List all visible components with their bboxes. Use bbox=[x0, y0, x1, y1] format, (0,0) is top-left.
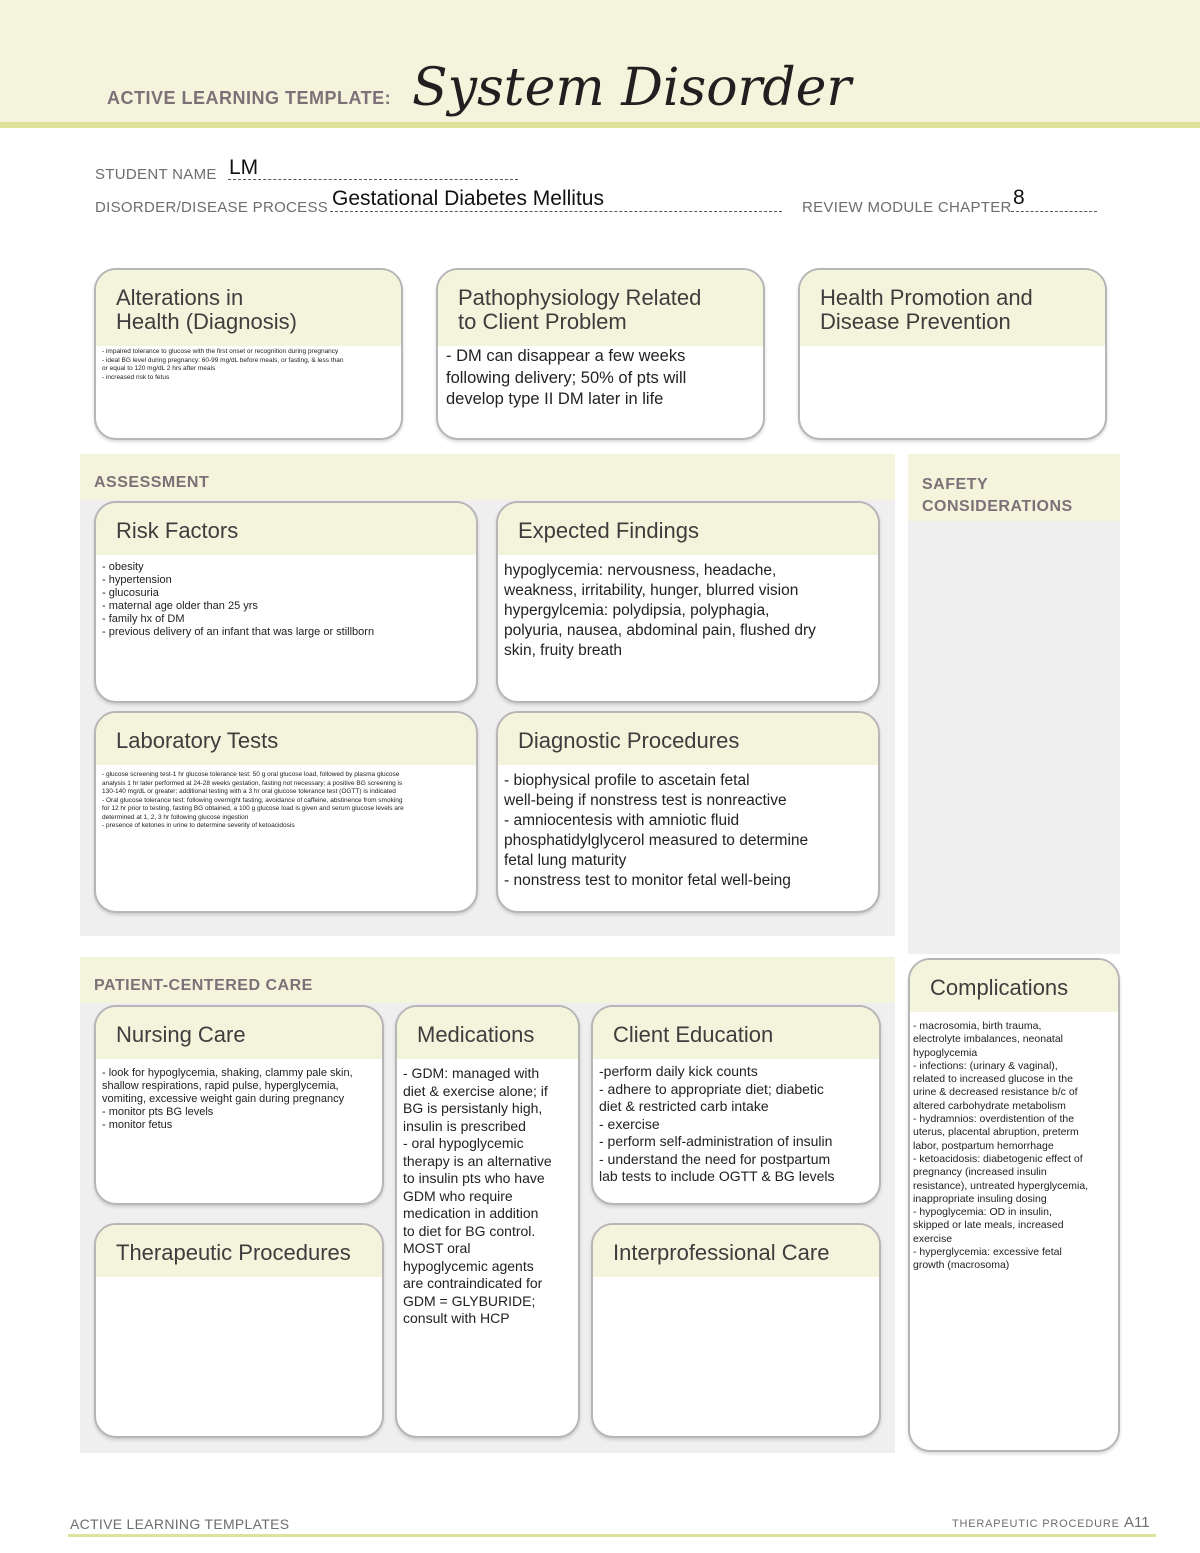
footer-left-label: ACTIVE LEARNING TEMPLATES bbox=[70, 1516, 290, 1532]
risk-factor-item: - maternal age older than 25 yrs bbox=[102, 600, 258, 612]
expected-findings-title: Expected Findings bbox=[518, 518, 699, 543]
diagnostic-line: - amniocentesis with amniotic fluid bbox=[504, 812, 740, 829]
complications-content[interactable] bbox=[913, 1020, 1112, 1273]
complication-line: - ketoacidosis: diabetogenic effect of bbox=[913, 1152, 1083, 1165]
pathophysiology-line: - DM can disappear a few weeks bbox=[446, 347, 686, 365]
header-rule bbox=[0, 122, 1200, 128]
complication-line: electrolyte imbalances, neonatal bbox=[913, 1033, 1064, 1046]
pathophysiology-line: following delivery; 50% of pts will bbox=[446, 368, 687, 387]
diagnostic-line: - nonstress test to monitor fetal well-being bbox=[504, 872, 791, 889]
chapter-value[interactable]: 8 bbox=[1013, 186, 1025, 209]
client-education-title: Client Education bbox=[613, 1022, 774, 1047]
footer-right-label: THERAPEUTIC PROCEDURE bbox=[952, 1518, 1120, 1530]
laboratory-tests-header bbox=[96, 713, 476, 765]
pathophysiology-box bbox=[436, 268, 765, 440]
complication-line: skipped or late meals, increased bbox=[913, 1219, 1064, 1232]
complication-line: urine & decreased resistance b/c of bbox=[913, 1086, 1078, 1099]
medications-box bbox=[395, 1005, 580, 1438]
complication-line: growth (macrosoma) bbox=[913, 1259, 1010, 1272]
alterations-line: - ideal BG level during pregnancy: 60-99 mg/dL before meals, or fasting, & less than bbox=[102, 356, 344, 364]
alterations-content[interactable] bbox=[102, 348, 395, 382]
health-promotion-title-line1: Health Promotion and bbox=[820, 285, 1033, 310]
lab-test-line: for 12 hr prior to testing, fasting BG obtained, a 100 g glucose load is given and serum glucose levels are bbox=[102, 805, 404, 812]
client-education-header bbox=[593, 1007, 879, 1059]
risk-factors-title: Risk Factors bbox=[116, 518, 239, 543]
medication-line: consult with HCP bbox=[403, 1310, 510, 1326]
patient-care-label: PATIENT-CENTERED CARE bbox=[94, 977, 313, 994]
therapeutic-procedures-box bbox=[94, 1223, 384, 1438]
expected-finding-line: weakness, irritability, hunger, blurred vision bbox=[504, 582, 799, 599]
diagnostic-line: - biophysical profile to ascetain fetal bbox=[504, 772, 750, 789]
disorder-line bbox=[330, 211, 782, 212]
medications-header bbox=[397, 1007, 578, 1059]
therapeutic-procedures-content[interactable] bbox=[102, 1281, 376, 1436]
complication-line: - hypoglycemia: OD in insulin, bbox=[913, 1206, 1052, 1219]
nursing-care-line: - monitor fetus bbox=[102, 1119, 173, 1131]
interprofessional-care-box bbox=[591, 1223, 881, 1438]
lab-test-line: - glucose screening test-1 hr glucose tolerance test: 50 g oral glucose load, followed by plasma glucose bbox=[102, 771, 400, 778]
template-title: System Disorder bbox=[412, 58, 852, 118]
expected-finding-line: hypergylcemia: polydipsia, polyphagia, bbox=[504, 602, 770, 619]
safety-label-line1: SAFETY bbox=[922, 476, 989, 493]
medication-line: insulin is prescribed bbox=[403, 1117, 526, 1134]
complication-line: labor, postpartum hemorrhage bbox=[913, 1139, 1054, 1152]
complication-line: resistance), untreated hyperglycemia, bbox=[913, 1179, 1089, 1192]
diagnostic-procedures-content[interactable] bbox=[504, 771, 872, 891]
client-education-line: - understand the need for postpartum bbox=[599, 1150, 831, 1167]
diagnostic-line: well-being if nonstress test is nonreactive bbox=[504, 792, 787, 809]
therapeutic-procedures-header bbox=[96, 1225, 382, 1277]
pathophysiology-title-line1: Pathophysiology Related bbox=[458, 285, 702, 310]
footer-rule bbox=[68, 1534, 1156, 1537]
complication-line: - hyperglycemia: excessive fetal bbox=[913, 1246, 1062, 1259]
nursing-care-line: vomiting, excessive weight gain during pregnancy bbox=[102, 1093, 345, 1105]
medication-line: GDM who require bbox=[403, 1187, 513, 1204]
client-education-line: -perform daily kick counts bbox=[599, 1063, 758, 1079]
alterations-box bbox=[94, 268, 403, 440]
safety-label bbox=[922, 474, 1073, 518]
student-name-value[interactable]: LM bbox=[229, 156, 259, 179]
medication-line: therapy is an alternative bbox=[403, 1152, 552, 1169]
lab-test-line: 130-140 mg/dL or greater; additional testing with a 3 hr oral glucose tolerance test (OGTT) is indicated bbox=[102, 788, 396, 795]
medication-line: - oral hypoglycemic bbox=[403, 1135, 524, 1151]
medication-line: GDM = GLYBURIDE; bbox=[403, 1292, 536, 1309]
health-promotion-title-line2: Disease Prevention bbox=[820, 309, 1011, 334]
complication-line: altered carbohydrate metabolism bbox=[913, 1099, 1066, 1112]
nursing-care-box bbox=[94, 1005, 384, 1205]
medication-line: - GDM: managed with bbox=[403, 1065, 540, 1081]
alterations-title-line2: Health (Diagnosis) bbox=[116, 309, 297, 334]
complication-line: inappropriate insuling dosing bbox=[913, 1192, 1047, 1205]
health-promotion-content[interactable] bbox=[806, 348, 1099, 438]
expected-findings-header bbox=[498, 503, 878, 555]
client-education-line: - exercise bbox=[599, 1115, 660, 1132]
alterations-header bbox=[96, 270, 401, 346]
diagnostic-procedures-header bbox=[498, 713, 878, 765]
risk-factor-item: - glucosuria bbox=[102, 587, 159, 599]
client-education-line: - perform self-administration of insulin bbox=[599, 1133, 833, 1149]
risk-factors-box bbox=[94, 501, 478, 703]
nursing-care-header bbox=[96, 1007, 382, 1059]
diagnostic-line: fetal lung maturity bbox=[504, 852, 627, 869]
client-education-line: - adhere to appropriate diet; diabetic bbox=[599, 1080, 824, 1097]
complication-line: - macrosomia, birth trauma, bbox=[913, 1020, 1042, 1032]
pathophysiology-header bbox=[438, 270, 763, 346]
expected-finding-line: skin, fruity breath bbox=[504, 642, 623, 659]
risk-factor-item: - hypertension bbox=[102, 574, 172, 586]
client-education-line: diet & restricted carb intake bbox=[599, 1098, 769, 1114]
pathophysiology-line: develop type II DM later in life bbox=[446, 390, 664, 408]
risk-factor-item: - previous delivery of an infant that was large or stillborn bbox=[102, 626, 375, 638]
complication-line: uterus, placental abruption, preterm bbox=[913, 1126, 1079, 1139]
risk-factor-item: - obesity bbox=[102, 561, 144, 573]
diagnostic-procedures-title: Diagnostic Procedures bbox=[518, 728, 740, 753]
diagnostic-procedures-box bbox=[496, 711, 880, 913]
client-education-box bbox=[591, 1005, 881, 1205]
medications-title: Medications bbox=[417, 1022, 535, 1047]
nursing-care-line: - monitor pts BG levels bbox=[102, 1106, 214, 1118]
expected-finding-line: polyuria, nausea, abdominal pain, flushed dry bbox=[504, 622, 816, 639]
safety-section[interactable] bbox=[908, 454, 1120, 954]
interprofessional-care-title: Interprofessional Care bbox=[613, 1240, 830, 1265]
nursing-care-content[interactable] bbox=[102, 1067, 376, 1132]
complication-line: pregnancy (increased insulin bbox=[913, 1166, 1047, 1179]
alterations-line: - impaired tolerance to glucose with the first onset or recognition during pregnancy bbox=[102, 348, 339, 355]
client-education-line: lab tests to include OGTT & BG levels bbox=[599, 1168, 835, 1184]
medication-line: diet & exercise alone; if bbox=[403, 1082, 548, 1099]
complication-line: exercise bbox=[913, 1232, 953, 1245]
expected-findings-content[interactable] bbox=[504, 561, 872, 661]
alterations-line: or equal to 120 mg/dL 2 hrs after meals bbox=[102, 365, 216, 372]
complication-line: - infections: (urinary & vaginal), bbox=[913, 1059, 1058, 1072]
pathophysiology-content[interactable] bbox=[446, 346, 757, 411]
alterations-title-line1: Alterations in bbox=[116, 285, 244, 310]
medications-content[interactable] bbox=[403, 1065, 572, 1328]
complications-title: Complications bbox=[930, 975, 1069, 1000]
medication-line: MOST oral bbox=[403, 1240, 471, 1256]
diagnostic-line: phosphatidylglycerol measured to determine bbox=[504, 832, 809, 849]
disorder-value[interactable]: Gestational Diabetes Mellitus bbox=[332, 187, 604, 210]
chapter-label: REVIEW MODULE CHAPTER bbox=[802, 199, 1012, 216]
pathophysiology-title-line2: to Client Problem bbox=[458, 309, 627, 334]
medication-line: to diet for BG control. bbox=[403, 1222, 536, 1239]
health-promotion-box bbox=[798, 268, 1107, 440]
complication-line: - hydramnios: overdistention of the bbox=[913, 1113, 1075, 1126]
student-name-line bbox=[228, 179, 518, 180]
nursing-care-line: - look for hypoglycemia, shaking, clammy pale skin, bbox=[102, 1067, 353, 1079]
medication-line: hypoglycemic agents bbox=[403, 1257, 534, 1274]
interprofessional-care-content[interactable] bbox=[599, 1281, 873, 1436]
student-name-label: STUDENT NAME bbox=[95, 166, 217, 183]
medication-line: BG is persistanly high, bbox=[403, 1100, 543, 1116]
lab-test-line: analysis 1 hr later performed at 24-28 weeks gestation, fasting not necessary; a positive BG screening is bbox=[102, 779, 403, 787]
medication-line: medication in addition bbox=[403, 1205, 539, 1221]
chapter-line bbox=[1011, 211, 1097, 212]
alterations-line: - increased risk to fetus bbox=[102, 373, 170, 381]
client-education-content[interactable] bbox=[599, 1063, 873, 1186]
complication-line: related to increased glucose in the bbox=[913, 1073, 1073, 1086]
risk-factor-item: - family hx of DM bbox=[102, 613, 185, 625]
medication-line: are contraindicated for bbox=[403, 1275, 543, 1291]
expected-findings-box bbox=[496, 501, 880, 703]
complications-box bbox=[908, 958, 1120, 1452]
nursing-care-line: shallow respirations, rapid pulse, hyperglycemia, bbox=[102, 1080, 339, 1092]
nursing-care-title: Nursing Care bbox=[116, 1022, 246, 1047]
laboratory-tests-content[interactable] bbox=[102, 771, 470, 831]
page-number: A11 bbox=[1124, 1514, 1150, 1531]
complications-header bbox=[910, 960, 1118, 1012]
lab-test-line: - Oral glucose tolerance test: following overnight fasting, avoidance of caffeine, abstinence from smoking bbox=[102, 796, 403, 804]
medication-line: to insulin pts who have bbox=[403, 1170, 545, 1186]
assessment-label: ASSESSMENT bbox=[94, 474, 210, 491]
lab-test-line: - presence of ketones in urine to determine severity of ketoacidosis bbox=[102, 822, 295, 829]
safety-label-line2: CONSIDERATIONS bbox=[922, 498, 1073, 515]
template-label: ACTIVE LEARNING TEMPLATE: bbox=[107, 88, 392, 108]
risk-factors-content[interactable] bbox=[102, 561, 470, 639]
health-promotion-header bbox=[800, 270, 1105, 346]
interprofessional-care-header bbox=[593, 1225, 879, 1277]
risk-factors-header bbox=[96, 503, 476, 555]
lab-test-line: determined at 1, 2, 3 hr following glucose ingestion bbox=[102, 813, 249, 821]
expected-finding-line: hypoglycemia: nervousness, headache, bbox=[504, 562, 777, 579]
disorder-label: DISORDER/DISEASE PROCESS bbox=[95, 199, 329, 216]
complication-line: hypoglycemia bbox=[913, 1046, 978, 1059]
therapeutic-procedures-title: Therapeutic Procedures bbox=[116, 1240, 351, 1265]
laboratory-tests-title: Laboratory Tests bbox=[116, 728, 279, 753]
laboratory-tests-box bbox=[94, 711, 478, 913]
